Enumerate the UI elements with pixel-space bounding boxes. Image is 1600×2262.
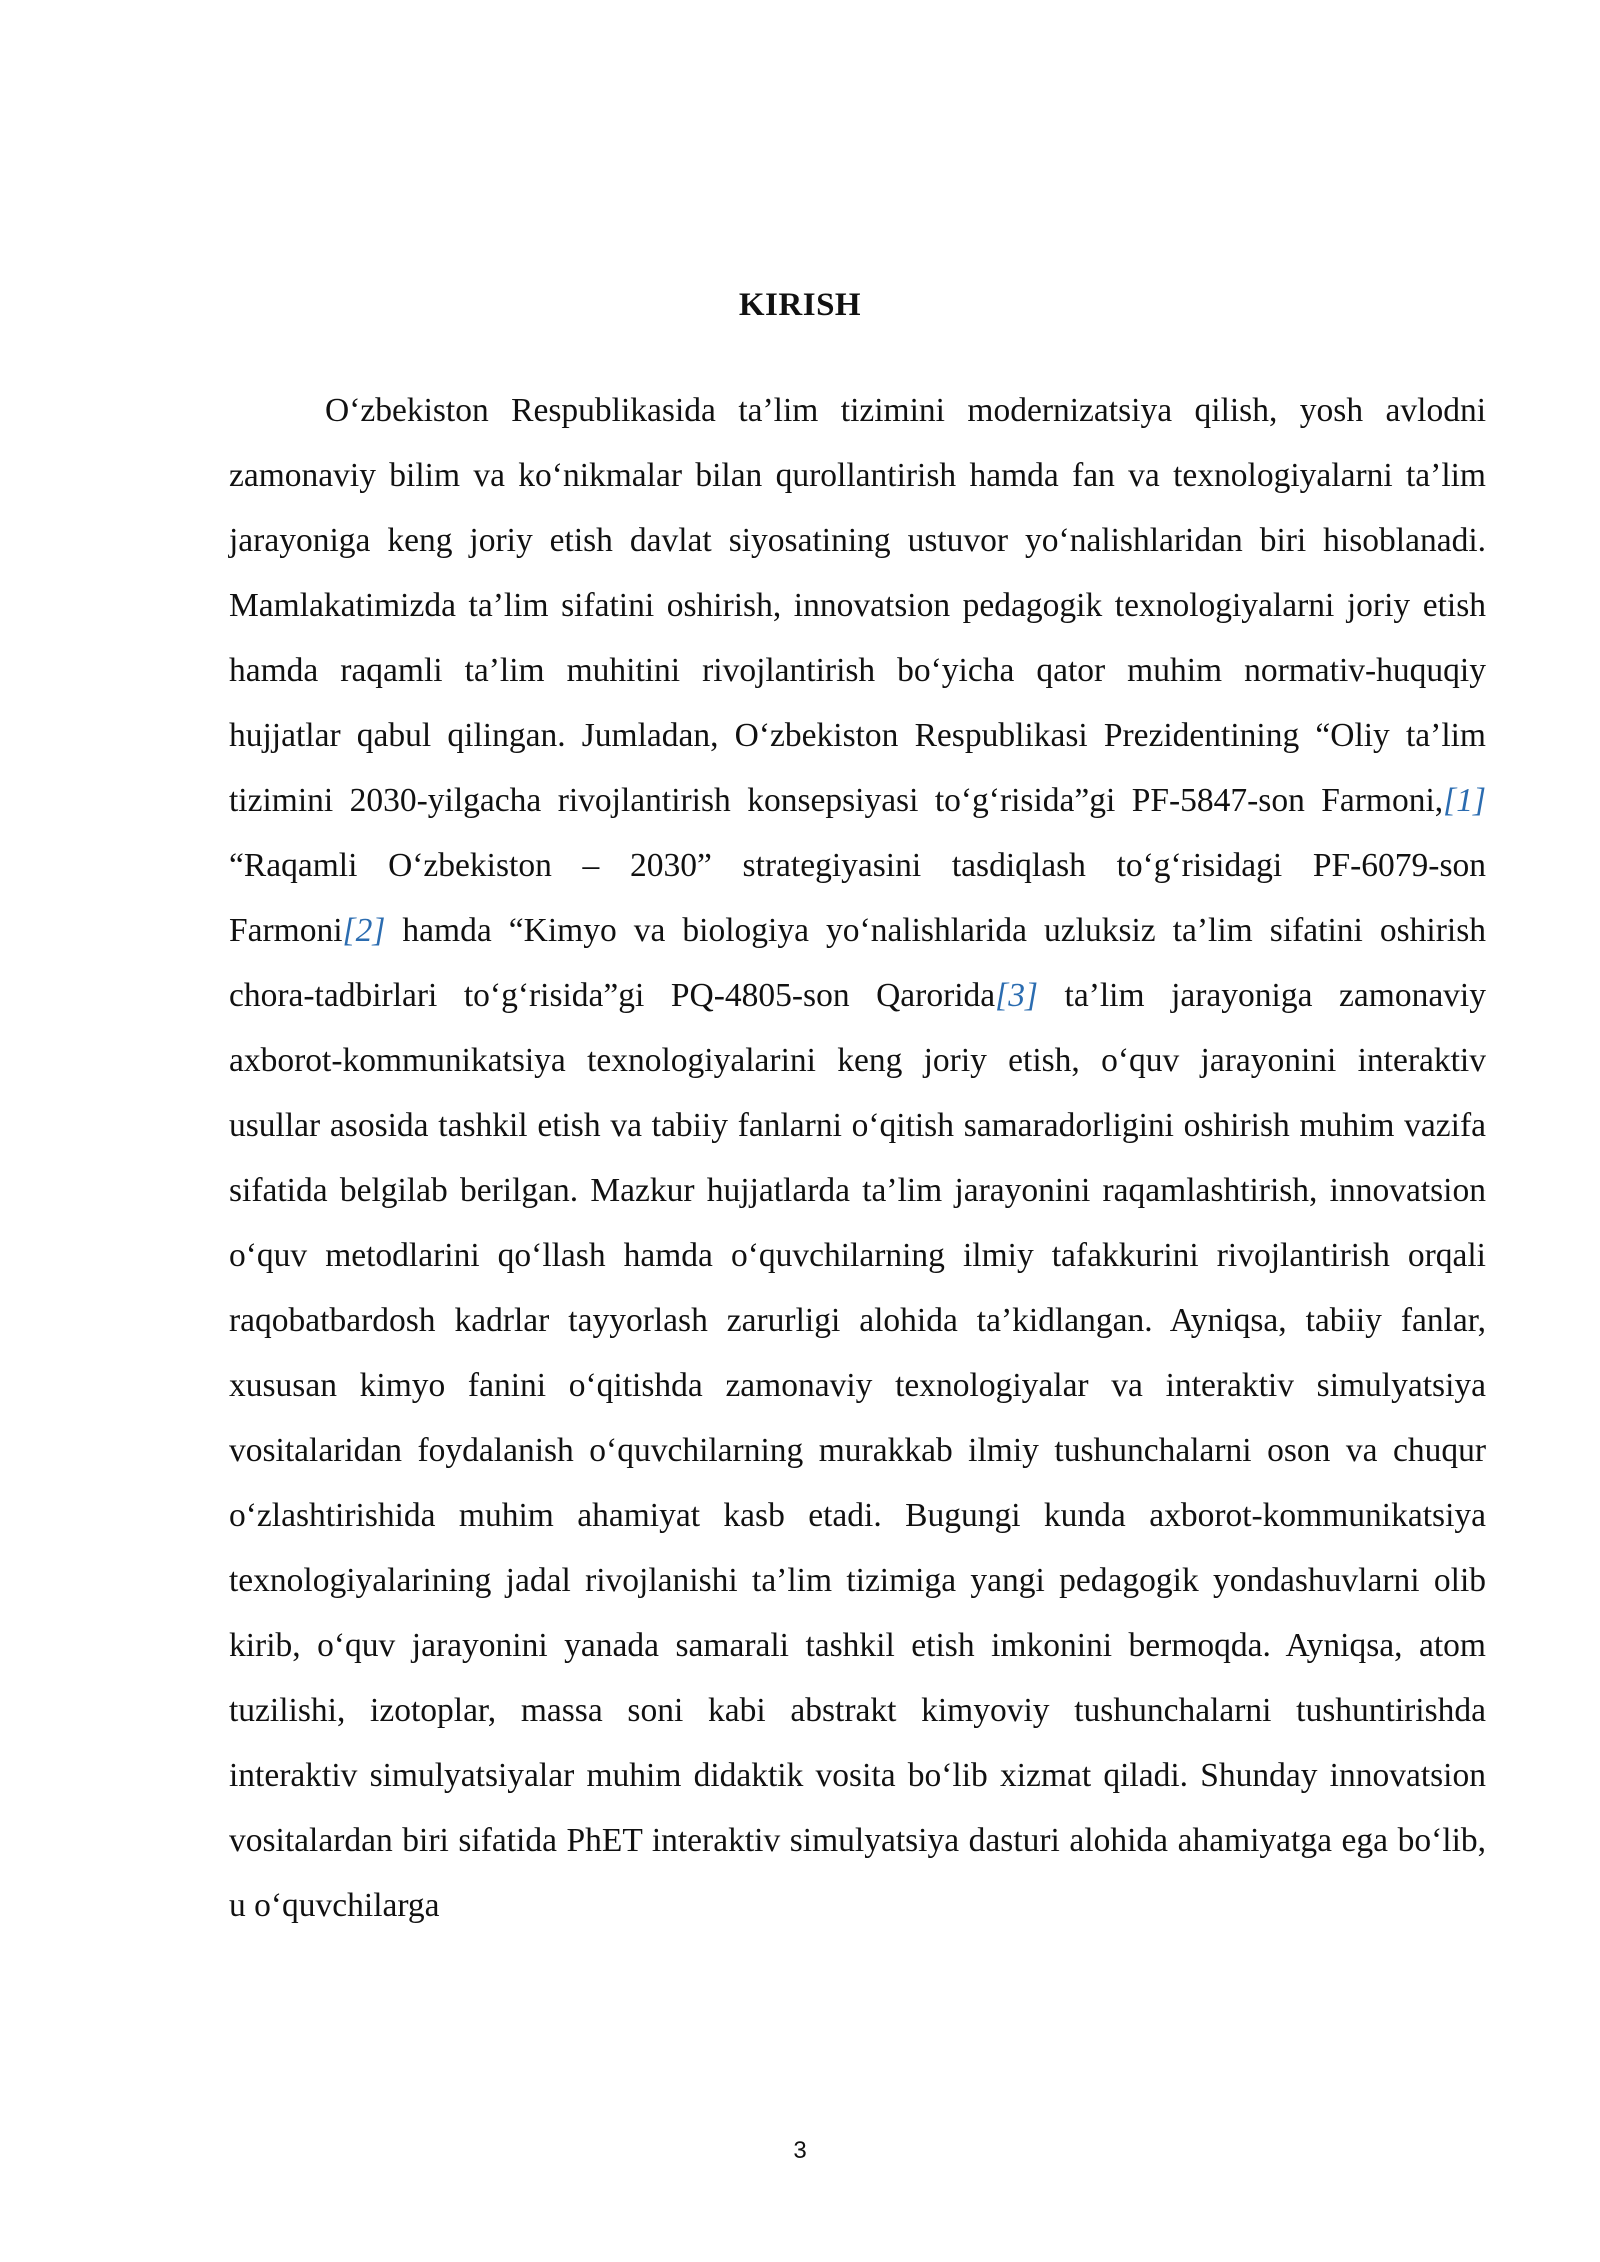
citation-link-1[interactable]: [1] [1443,782,1486,819]
paragraph-text-3: hamda “Kimyo va biologiya yo‘nalishlarida uzluksiz ta’lim sifatini oshirish chora-tadbirlari to‘g‘risida”gi PQ-4805-son Qarorida [229,912,1486,1014]
body-paragraph [229,378,1486,1938]
section-heading: KIRISH [738,287,862,323]
citation-link-3[interactable]: [3] [995,977,1038,1014]
page-number: 3 [793,2137,807,2164]
paragraph-text-1: O‘zbekiston Respublikasida ta’lim tizimini modernizatsiya qilish, yosh avlodni zamonaviy bilim va ko‘nikmalar bilan qurollantirish hamda fan va texnologiyalarni ta’lim jarayoniga keng joriy etish davlat siyosatining ustuvor yo‘nalishlaridan biri hisoblanadi. Mamlakatimizda ta’lim sifatini oshirish, innovatsion pedagogik texnologiyalarni joriy etish hamda raqamli ta’lim muhitini rivojlantirish bo‘yicha qator muhim normativ-huquqiy hujjatlar qabul qilingan. Jumladan, O‘zbekiston Respublikasi Prezidentining “Oliy ta’lim tizimini 2030-yilgacha rivojlantirish konsepsiyasi to‘g‘risida”gi PF-5847-son Farmoni, [229,392,1486,819]
citation-link-2[interactable]: [2] [342,912,386,949]
paragraph-text-2: “Raqamli O‘zbekiston – 2030” strategiyasini tasdiqlash to‘g‘risidagi PF-6079-son Farmoni [229,847,1486,949]
paragraph-text-4: ta’lim jarayoniga zamonaviy axborot-kommunikatsiya texnologiyalarini keng joriy etish, o‘quv jarayonini interaktiv usullar asosida tashkil etish va tabiiy fanlarni o‘qitish samaradorligini oshirish muhim vazifa sifatida belgilab berilgan. Mazkur hujjatlarda ta’lim jarayonini raqamlashtirish, innovatsion o‘quv metodlarini qo‘llash hamda o‘quvchilarning ilmiy tafakkurini rivojlantirish orqali raqobatbardosh kadrlar tayyorlash zarurligi alohida ta’kidlangan. Ayniqsa, tabiiy fanlar, xususan kimyo fanini o‘qitishda zamonaviy texnologiyalar va interaktiv simulyatsiya vositalaridan foydalanish o‘quvchilarning murakkab ilmiy tushunchalarni oson va chuqur o‘zlashtirishida muhim ahamiyat kasb etadi. Bugungi kunda axborot-kommunikatsiya texnologiyalarining jadal rivojlanishi ta’lim tizimiga yangi pedagogik yondashuvlarni olib kirib, o‘quv jarayonini yanada samarali tashkil etish imkonini bermoqda. Ayniqsa, atom tuzilishi, izotoplar, massa soni kabi abstrakt kimyoviy tushunchalarni tushuntirishda interaktiv simulyatsiyalar muhim didaktik vosita bo‘lib xizmat qiladi. Shunday innovatsion vositalardan biri sifatida PhET interaktiv simulyatsiya dasturi alohida ahamiyatga ega bo‘lib, u o‘quvchilarga [229,977,1486,1924]
